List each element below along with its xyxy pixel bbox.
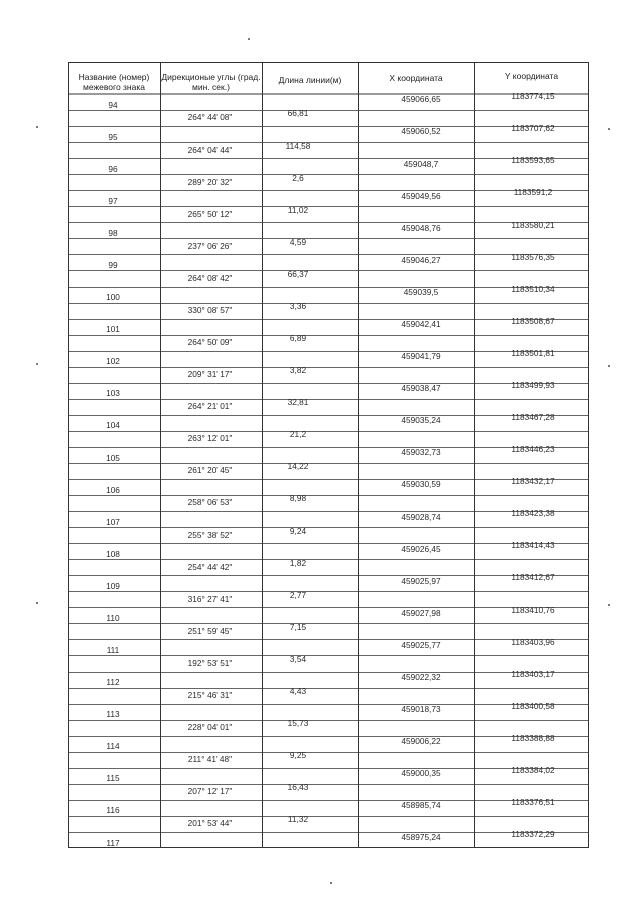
point-y: 1183446,23: [511, 444, 555, 454]
point-x: 459025,97: [401, 576, 441, 586]
segment-length: 21,2: [289, 429, 307, 439]
segment-length: 11,32: [287, 814, 309, 824]
segment-angle: 264° 08' 42": [187, 273, 233, 283]
point-name: 113: [106, 709, 120, 719]
scan-speck: [36, 363, 38, 365]
point-name: 105: [106, 453, 120, 463]
segment-angle: 237° 06' 26": [187, 241, 233, 251]
point-x: 459041,79: [401, 351, 441, 361]
point-x: 459046,27: [401, 255, 441, 265]
point-name: 104: [106, 420, 120, 430]
point-y: 1183412,67: [511, 572, 555, 582]
segment-length: 9,25: [289, 750, 307, 760]
point-y: 1183423,38: [511, 508, 555, 518]
scan-speck: [248, 38, 250, 40]
segment-length: 4,59: [289, 237, 307, 247]
point-x: 459048,76: [401, 223, 441, 233]
point-y: 1183501,81: [511, 348, 555, 358]
segment-angle: 316° 27' 41": [187, 594, 233, 604]
point-y: 1183384,02: [511, 765, 555, 775]
segment-angle: 228° 04' 01": [187, 722, 233, 732]
point-name: 103: [106, 388, 120, 398]
point-y: 1183376,51: [511, 797, 555, 807]
segment-length: 3,82: [289, 365, 307, 375]
point-y: 1183414,43: [511, 540, 555, 550]
point-x: 459022,32: [401, 672, 441, 682]
point-x: 459039,5: [403, 287, 439, 297]
point-x: 458985,74: [401, 800, 441, 810]
point-y: 1183576,35: [511, 252, 555, 262]
point-name: 110: [106, 613, 120, 623]
segment-length: 1,82: [289, 558, 307, 568]
header-name: Название (номер) межевого знака: [78, 72, 150, 92]
point-x: 459018,73: [401, 704, 441, 714]
point-y: 1183580,21: [511, 220, 555, 230]
scan-speck: [36, 126, 38, 128]
segment-angle: 263° 12' 01": [187, 433, 233, 443]
point-y: 1183432,17: [511, 476, 555, 486]
point-name: 94: [108, 100, 118, 110]
point-x: 459048,7: [403, 159, 439, 169]
point-name: 102: [106, 356, 120, 366]
point-name: 115: [106, 773, 120, 783]
segment-angle: 192° 53' 51": [187, 658, 233, 668]
header-length: Длина линии(м): [278, 75, 342, 85]
header-y: Y координата: [504, 71, 559, 81]
segment-length: 15,73: [287, 718, 309, 728]
point-name: 100: [106, 292, 120, 302]
segment-length: 4,43: [289, 686, 307, 696]
point-y: 1183508,67: [511, 316, 555, 326]
point-y: 1183410,76: [511, 605, 555, 615]
point-x: 459049,56: [401, 191, 441, 201]
segment-angle: 264° 44' 08": [187, 112, 233, 122]
point-name: 99: [108, 260, 118, 270]
segment-length: 66,81: [287, 108, 309, 118]
segment-angle: 289° 20' 32": [187, 177, 233, 187]
segment-length: 16,43: [287, 782, 309, 792]
coordinate-table: [68, 62, 589, 848]
point-y: 1183403,96: [511, 637, 555, 647]
segment-length: 114,58: [285, 141, 311, 151]
segment-angle: 265° 50' 12": [187, 209, 233, 219]
point-name: 107: [106, 517, 120, 527]
segment-angle: 330° 08' 57": [187, 305, 233, 315]
segment-angle: 255° 38' 52": [187, 530, 233, 540]
point-name: 109: [106, 581, 120, 591]
point-y: 1183388,88: [511, 733, 555, 743]
scan-speck: [608, 604, 610, 606]
segment-length: 3,36: [289, 301, 307, 311]
segment-angle: 264° 04' 44": [187, 145, 233, 155]
point-y: 1183510,34: [511, 284, 555, 294]
point-x: 459026,45: [401, 544, 441, 554]
segment-length: 3,54: [289, 654, 307, 664]
point-x: 459025,77: [401, 640, 441, 650]
point-x: 459066,65: [401, 94, 441, 104]
segment-angle: 254° 44' 42": [187, 562, 233, 572]
segment-length: 9,24: [289, 526, 307, 536]
point-y: 1183400,58: [511, 701, 555, 711]
point-name: 111: [106, 645, 120, 655]
point-x: 458975,24: [401, 832, 441, 842]
segment-length: 8,98: [289, 493, 307, 503]
segment-length: 11,02: [287, 205, 309, 215]
point-name: 108: [106, 549, 120, 559]
point-y: 1183499,93: [511, 380, 555, 390]
point-name: 95: [108, 132, 118, 142]
point-y: 1183467,28: [511, 412, 555, 422]
point-name: 101: [106, 324, 120, 334]
header-x: X координата: [389, 73, 443, 83]
point-name: 114: [106, 741, 120, 751]
segment-angle: 261° 20' 45": [187, 465, 233, 475]
point-name: 97: [108, 196, 118, 206]
point-y: 1183403,17: [511, 669, 555, 679]
point-name: 98: [108, 228, 118, 238]
point-y: 1183707,62: [511, 123, 555, 133]
point-y: 1183774,15: [511, 91, 555, 101]
segment-angle: 251° 59' 45": [187, 626, 233, 636]
point-x: 459000,35: [401, 768, 441, 778]
point-x: 459038,47: [401, 383, 441, 393]
point-x: 459006,22: [401, 736, 441, 746]
segment-angle: 264° 21' 01": [187, 401, 233, 411]
segment-length: 2,77: [289, 590, 307, 600]
segment-angle: 215° 46' 31": [187, 690, 233, 700]
scan-speck: [330, 882, 332, 884]
scan-speck: [608, 128, 610, 130]
segment-angle: 264° 50' 09": [187, 337, 233, 347]
scan-speck: [608, 365, 610, 367]
segment-angle: 207° 12' 17": [187, 786, 233, 796]
point-y: 1183593,65: [511, 155, 555, 165]
point-x: 459030,59: [401, 479, 441, 489]
point-x: 459060,52: [401, 126, 441, 136]
point-x: 459028,74: [401, 512, 441, 522]
segment-length: 7,15: [289, 622, 307, 632]
point-y: 1183372,29: [511, 829, 555, 839]
point-name: 96: [108, 164, 118, 174]
point-name: 117: [106, 838, 120, 848]
segment-length: 2,6: [292, 173, 304, 183]
point-x: 459035,24: [401, 415, 441, 425]
point-x: 459032,73: [401, 447, 441, 457]
point-name: 112: [106, 677, 120, 687]
segment-length: 66,37: [287, 269, 309, 279]
header-angle: Дирекционые углы (град. мин. сек.): [161, 72, 261, 92]
segment-angle: 211° 41' 48": [187, 754, 233, 764]
point-name: 116: [106, 805, 120, 815]
point-y: 1183591,2: [513, 187, 553, 197]
point-name: 106: [106, 485, 120, 495]
point-x: 459027,98: [401, 608, 441, 618]
segment-angle: 201° 53' 44": [187, 818, 233, 828]
segment-angle: 258° 06' 53": [187, 497, 233, 507]
point-x: 459042,41: [401, 319, 441, 329]
segment-length: 32,81: [287, 397, 309, 407]
segment-length: 6,89: [289, 333, 307, 343]
segment-angle: 209° 31' 17": [187, 369, 233, 379]
scan-speck: [36, 602, 38, 604]
segment-length: 14,22: [287, 461, 309, 471]
